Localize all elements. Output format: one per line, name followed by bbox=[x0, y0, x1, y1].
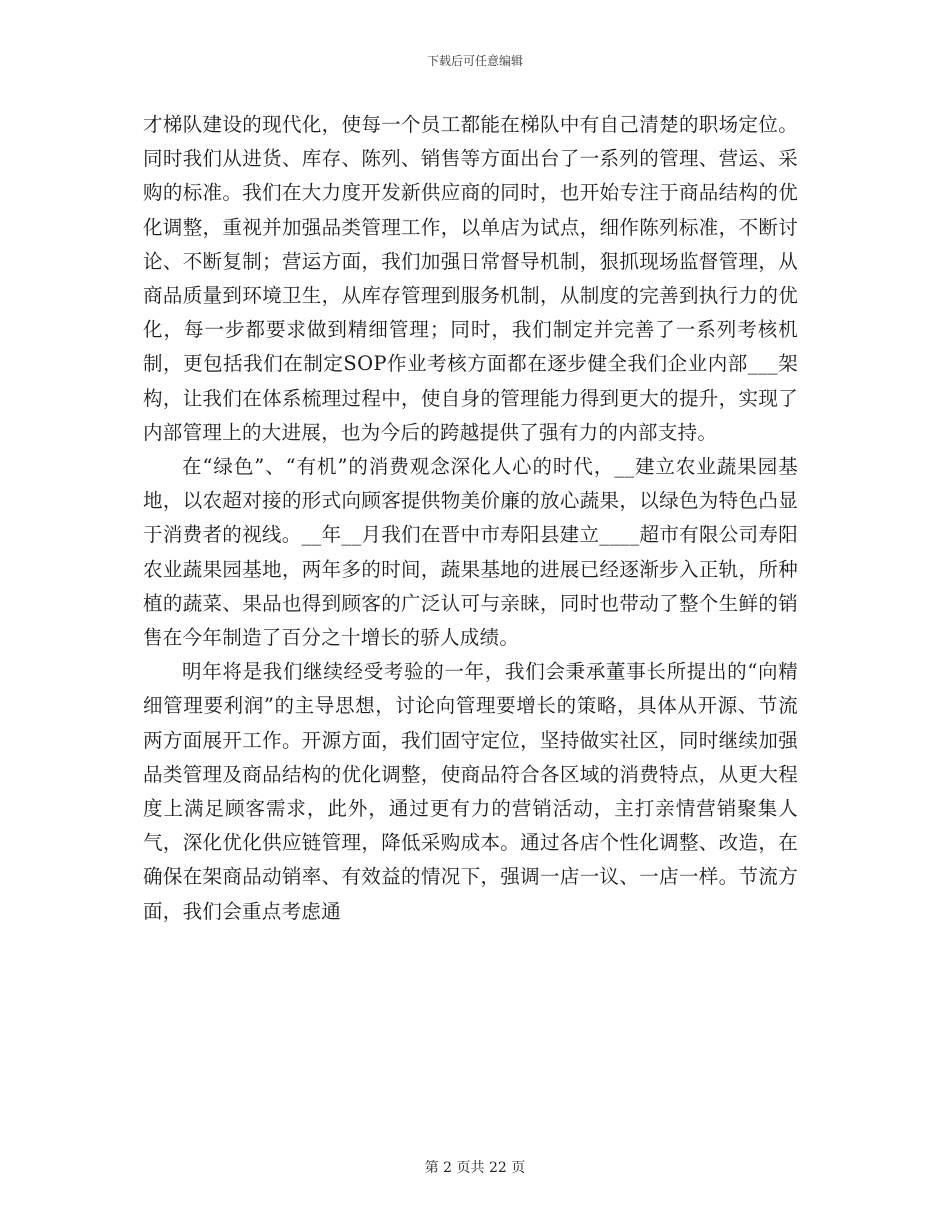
page-header-note: 下载后可任意编辑 bbox=[426, 54, 523, 68]
paragraph-green-organic: 在“绿色”、“有机”的消费观念深化人心的时代，__建立农业蔬果园基地，以农超对接的形式向顾客提供物美价廉的放心蔬果，以绿色为特色凸显于消费者的视线。__年__月我们在晋中市寿阳县建立____超市有限公司寿阳农业蔬果园基地，两年多的时间，蔬果基地的进展已经逐渐步入正轨，所种植的蔬菜、果品也得到顾客的广泛认可与亲睐，同时也带动了整个生鲜的销售在今年制造了百分之十增长的骄人成绩。 bbox=[143, 455, 798, 650]
page-number-footer: 第 2 页共 22 页 bbox=[424, 1160, 526, 1176]
document-body bbox=[143, 108, 798, 929]
paragraph-continued: 才梯队建设的现代化，使每一个员工都能在梯队中有自己清楚的职场定位。同时我们从进货、库存、陈列、销售等方面出台了一系列的管理、营运、采购的标准。我们在大力度开发新供应商的同时，也开始专注于商品结构的优化调整，重视并加强品类管理工作，以单店为试点，细作陈列标准，不断讨论、不断复制；营运方面，我们加强日常督导机制，狠抓现场监督管理，从商品质量到环境卫生，从库存管理到服务机制，从制度的完善到执行力的优化，每一步都要求做到精细管理；同时，我们制定并完善了一系列考核机制，更包括我们在制定SOP作业考核方面都在逐步健全我们企业内部___架构，让我们在体系梳理过程中，使自身的管理能力得到更大的提升，实现了内部管理上的大进展，也为今后的跨越提供了强有力的内部支持。 bbox=[143, 113, 798, 444]
paragraph-next-year-plan: 明年将是我们继续经受考验的一年，我们会秉承董事长所提出的“向精细管理要利润”的主导思想，讨论向管理要增长的策略，具体从开源、节流两方面展开工作。开源方面，我们固守定位，坚持做实社区，同时继续加强品类管理及商品结构的优化调整，使商品符合各区域的消费特点，从更大程度上满足顾客需求，此外，通过更有力的营销活动，主打亲情营销聚集人气，深化优化供应链管理，降低采购成本。通过各店个性化调整、改造，在确保在架商品动销率、有效益的情况下，强调一店一议、一店一样。节流方面，我们会重点考虑通 bbox=[143, 660, 798, 923]
